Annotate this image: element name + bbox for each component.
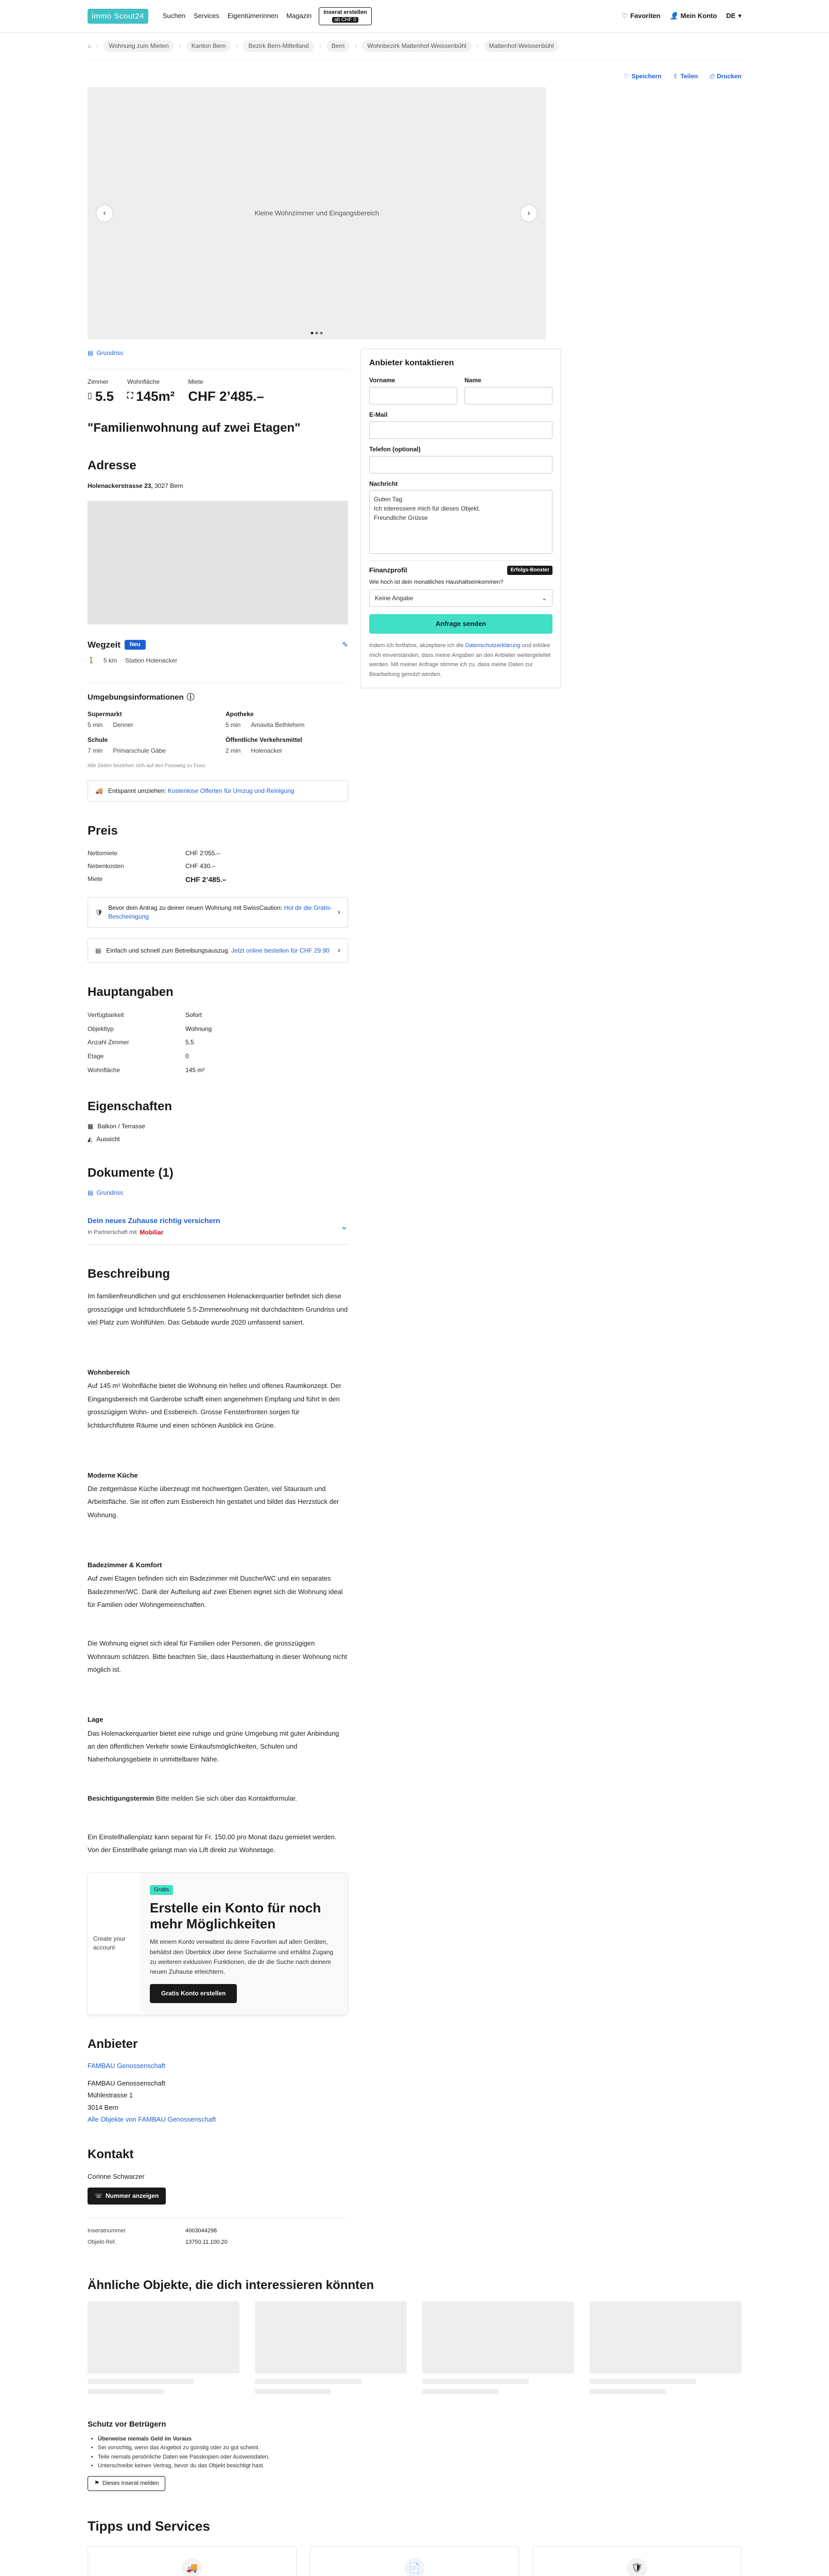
income-select[interactable]: Keine Angabe ⌄ (369, 589, 552, 607)
print-button[interactable]: ⎙ Drucken (709, 73, 741, 80)
account-promo: Create your account Gratis Erstelle ein Konto für noch mehr Möglichkeiten Mit einem Konto verwaltest du deine Favoriten auf allen Geräten, behältst den Überblick über deine Suchalarme und erhältst Zugang zu weiteren exklusiven Funktionen, die dir die Suche nach deinem neuen Zuhause erleichtern. Gratis Konto erstellen (88, 1872, 348, 2015)
provider-info: FAMBAU Genossenschaft FAMBAU Genossenschaft Mühlestrasse 1 3014 Bern Alle Objekte von FAMBAU Genossenschaft (88, 2062, 216, 2124)
heart-icon: ♡ (621, 12, 628, 20)
contact-heading: Kontakt (88, 2147, 134, 2162)
mobiliar-logo: Mobiliar (140, 1228, 164, 1236)
truck-icon: 🚚 (182, 2558, 202, 2576)
printer-icon: ⎙ (709, 73, 714, 80)
insurance-banner[interactable]: Dein neues Zuhause richtig versichern In Partnerschaft mit Mobiliar ⌄ (88, 1216, 348, 1244)
travel-info: 🚶 5 km Station Holenacker (88, 656, 178, 664)
account-link[interactable]: 👤 Mein Konto (669, 11, 717, 21)
phone-input[interactable] (369, 456, 552, 473)
language-switch[interactable]: DE ▾ (726, 11, 741, 21)
env-transit: Öffentliche Verkehrsmittel 2 min Holenacker (226, 736, 302, 754)
document-icon: ▤ (88, 1189, 94, 1197)
heart-icon: ♡ (623, 73, 629, 80)
breadcrumb-item[interactable]: Mattenhof-Weissenbühl (484, 40, 559, 52)
env-supermarket: Supermarkt 5 min Denner (88, 710, 133, 729)
truck-icon: 🚚 (95, 787, 103, 794)
env-pharmacy: Apotheke 5 min Amavita Bethlehem (226, 710, 305, 729)
price-heading: Preis (88, 824, 118, 838)
document-icon: ▤ (95, 946, 101, 954)
properties-list: ▦ Balkon / Terrasse ◭ Aussicht (88, 1123, 145, 1143)
similar-card[interactable] (88, 2301, 239, 2394)
key-facts (88, 369, 348, 406)
description-heading: Beschreibung (88, 1266, 170, 1281)
fact-area: Wohnfläche ⛶ 145m² (127, 378, 175, 404)
email-input[interactable] (369, 421, 552, 439)
create-account-button[interactable]: Gratis Konto erstellen (150, 1984, 237, 2003)
document-icon: 📄 (404, 2558, 425, 2576)
flag-icon: ⚑ (94, 2480, 99, 2486)
save-button[interactable]: ♡ Speichern (623, 73, 662, 80)
walk-icon: 🚶 (88, 656, 95, 664)
deposit-banner[interactable]: 🛡 Bevor dein Antrag zu deiner neuen Wohnung mit SwissCaution: Hol dir die Gratis-Bescheinigung › (88, 897, 348, 928)
description-body: Im familienfreundlichen und gut erschlossenen Holenackerquartier befindet sich diese grosszügige und lichtdurchflutete 5.5-Zimmerwohnung mit durchdachtem Grundriss und viel Platz zum Wohlfühlen. Das Gebäude wurde 2020 umfassend saniert. Wohnbereich Auf 145 m² Wohnfläche bietet die Wohnung ein helles und offenes Raumkonzept. Der Eingangsbereich mit Garderobe schafft einen angenehmen Empfang und führt in den grosszügigen Wohn- und Essbereich. Grosse Fensterfronten sorgen für lichtdurchflutete Räume und einen schönen Ausblick ins Grüne. Moderne Küche Die zeitgemässe Küche überzeugt mit hochwertigen Geräten, viel Stauraum und Arbeitsfläche. Sie ist offen zum Essbereich hin gestaltet und bildet das Herzstück der Wohnung. Badezimmer & Komfort Auf zwei Etagen befinden sich ein Badezimmer mit Dusche/WC und ein separates Badezimmer/WC. Dank der Aufteilung auf zwei Ebenen eignet sich die Wohnung ideal für Familien oder Wohngemeinschaften. Die Wohnung eignet sich ideal für Familien oder Personen, die grosszügigen Wohnraum schätzen. Bitte beachten Sie, dass Haustierhaltung in dieser Wohnung nicht möglich ist. Lage Das Holenackerquartier bietet eine ruhige und grüne Umgebung mit guter Anbindung an den öffentlichen Verkehr sowie Einkaufsmöglichkeiten, Schulen und Naherholungsgebiete in unmittelbarer Nähe. Besichtigungstermin Bitte melden Sie sich über das Kontaktformular. Ein Einstellhallenplatz kann separat für Fr. 150.00 pro Monat dazu gemietet werden. Von der Einstellhalle gelangt man via Lift direkt zur Wohnetage. (88, 1292, 348, 1854)
share-button[interactable]: ⇪ Teilen (672, 73, 698, 80)
address-text: Holenackerstrasse 23, 3027 Bern (88, 482, 183, 489)
fact-rent: Miete CHF 2’485.– (188, 378, 264, 404)
financial-profile: Finanzprofil Erfolgs-Booster Wie hoch ist dein monatliches Haushaltseinkommen? Keine Angabe ⌄ (369, 560, 552, 607)
environment-footnote: Alle Zeiten beziehen sich auf den Fussweg zu Fuss. (88, 762, 206, 769)
view-icon: ◭ (88, 1136, 93, 1143)
provider-all-listings-link[interactable]: Alle Objekte von FAMBAU Genossenschaft (88, 2115, 216, 2124)
gallery-next-button[interactable] (520, 205, 538, 222)
gallery-dots (311, 332, 323, 334)
similar-listings: Ähnliche Objekte, die dich interessieren könnten (88, 2277, 741, 2394)
features-table: Verfügbarkeit Sofort Objekttyp Wohnung Anzahl Zimmer 5.5 Etage 0 Wohnfläche 145 m² (88, 1011, 212, 1074)
floorplan-link[interactable]: ▤ Grundriss (88, 349, 124, 357)
create-listing-button[interactable]: Inserat erstellen ab CHF 0 (319, 7, 371, 25)
location-map[interactable] (88, 501, 348, 624)
balcony-icon: ▦ (88, 1123, 94, 1130)
sidebar (360, 349, 561, 2248)
user-icon: 👤 (669, 12, 678, 20)
environment-heading: Umgebungsinformationen ⓘ (88, 683, 348, 703)
logo[interactable]: immo Scout24 (88, 9, 148, 24)
fact-rooms: Zimmer ▯ 5.5 (88, 378, 114, 404)
address-heading: Adresse (88, 459, 136, 473)
debt-extract-banner[interactable]: ▤ Einfach und schnell zum Betreibungsauszug. Jetzt online bestellen für CHF 29.90 › (88, 938, 348, 963)
breadcrumb: ⌂ › Wohnung zum Mieten › Kanton Bern › Bezirk Bern-Mittelland › Bern › Wohnbezirk Mattenhof-Weissenbühl › Mattenhof-Weissenbühl (88, 33, 741, 60)
nav-owners[interactable]: Eigentümerinnen (227, 12, 279, 20)
env-school: Schule 7 min Primarschule Gäbe (88, 736, 166, 754)
travel-time-header: Wegzeit Neu ✎ (88, 639, 348, 650)
send-request-button[interactable]: Anfrage senden (369, 614, 552, 634)
top-bar (0, 0, 829, 33)
listing-title: "Familienwohnung auf zwei Etagen" (88, 420, 301, 435)
tip-card-deposit (532, 2546, 741, 2576)
environment-grid (88, 710, 348, 755)
chevron-down-icon[interactable]: ⌄ (340, 1221, 348, 1231)
fraud-protection: Schutz vor Betrügern • Überweise niemals Geld im Voraus • Sei vorsichtig, wenn das Angebot zu günstig oder zu gut scheint. • Teile niemals persönliche Daten wie Passkopien oder Ausweisdaten. • Unterschreibe keinen Vertrag, bevor du das Objekt besichtigt hast. ⚑ Dieses Inserat melden (88, 2419, 741, 2492)
new-badge: Neu (125, 640, 146, 650)
contact-person: Corinne Schwarzer (88, 2173, 145, 2181)
edit-icon[interactable]: ✎ (342, 640, 348, 649)
first-name-input[interactable] (369, 387, 457, 404)
image-gallery[interactable] (88, 87, 546, 340)
tip-card-extract (310, 2546, 519, 2576)
shield-icon: 🛡 (95, 908, 103, 916)
contact-form: Anbieter kontaktieren Vorname Name E-Mail Telefon (optional) Nachricht Guten Tag Ich interessiere mich für dieses Objekt. Freundliche Grüsse Finanzprofil Erfolgs-Booster Wie hoch ist dein monatliches Haushaltseinkommen? Keine Angabe ⌄ Anfrage senden Indem ich fortfahre, akzeptiere ich die Datenschutzerklärung und erkläre mich einverstanden, dass meine Angaben an den Anbieter weitergeleitet werden. Mit meiner Anfrage stimme ich zu, dass meine Daten zur Bearbeitung genutzt werden. (360, 349, 561, 688)
listing-actions (88, 60, 741, 87)
document-link[interactable]: ▤ Grundriss (88, 1189, 124, 1197)
gallery-placeholder: Kleine Wohnzimmer und Eingangsbereich (254, 209, 379, 217)
document-icon: ▤ (88, 349, 94, 357)
features-heading: Hauptangaben (88, 985, 174, 999)
last-name-input[interactable] (464, 387, 552, 404)
chevron-right-icon: › (337, 907, 340, 917)
listing-ids: Inseratnummer 4003044298 Objekt-Ref. 13750.11.100.20 (88, 2218, 348, 2248)
provider-name-link[interactable]: FAMBAU Genossenschaft (88, 2062, 166, 2070)
similar-card[interactable] (422, 2301, 574, 2394)
door-icon: ▯ (88, 392, 92, 401)
main-nav (163, 11, 312, 21)
gallery-prev-button[interactable] (96, 205, 113, 222)
similar-card[interactable] (255, 2301, 407, 2394)
moving-offer-link[interactable]: Kostenlose Offerten für Umzug und Reinigung (168, 787, 295, 794)
breadcrumb-item[interactable]: Wohnbezirk Mattenhof-Weissenbühl (362, 40, 471, 52)
breadcrumb-item[interactable]: Wohnung zum Mieten (103, 40, 174, 52)
message-textarea[interactable]: Guten Tag Ich interessiere mich für dieses Objekt. Freundliche Grüsse (369, 490, 552, 554)
chevron-right-icon: › (527, 208, 530, 217)
area-icon: ⛶ (127, 392, 133, 401)
privacy-link[interactable]: Datenschutzerklärung (465, 642, 521, 649)
properties-heading: Eigenschaften (88, 1099, 172, 1113)
shield-icon: 🛡 (627, 2558, 647, 2576)
nav-search[interactable]: Suchen (162, 12, 185, 20)
share-icon: ⇪ (672, 73, 678, 80)
tips-services: Tipps und Services 🚚 📄 🛡 (88, 2517, 741, 2576)
breadcrumb-item[interactable]: Kanton Bern (186, 40, 231, 52)
report-listing-button[interactable]: ⚑ Dieses Inserat melden (88, 2476, 165, 2491)
price-table: Nettomiete CHF 2’055.– Nebenkosten CHF 430.– Miete CHF 2’485.– (88, 849, 227, 884)
documents-heading: Dokumente (1) (88, 1165, 174, 1180)
chevron-right-icon: › (337, 945, 340, 955)
chevron-left-icon: ‹ (103, 208, 106, 217)
tip-card-moving (88, 2546, 297, 2576)
info-icon[interactable]: ⓘ (186, 693, 195, 702)
form-disclaimer: Indem ich fortfahre, akzeptiere ich die Datenschutzerklärung und erkläre mich einverstanden, dass meine Angaben an den Anbieter weitergeleitet werden. Mit meiner Anfrage stimme ich zu, dass meine Daten zur Bearbeitung genutzt werden. (369, 642, 551, 678)
similar-card[interactable] (590, 2301, 741, 2394)
chevron-down-icon: ⌄ (541, 594, 547, 602)
breadcrumb-item[interactable]: Bern (326, 40, 350, 52)
nav-services[interactable]: Services (193, 12, 219, 20)
provider-heading: Anbieter (88, 2037, 138, 2051)
nav-magazine[interactable]: Magazin (286, 12, 312, 20)
show-number-button[interactable]: ☏ Nummer anzeigen (88, 2188, 166, 2205)
breadcrumb-item[interactable]: Bezirk Bern-Mittelland (243, 40, 314, 52)
home-icon[interactable]: ⌂ (88, 42, 92, 50)
main-column (88, 340, 348, 2248)
phone-icon: ☏ (95, 2192, 103, 2200)
moving-offer-banner[interactable]: 🚚 Entspannt umziehen: Kostenlose Offerten für Umzug und Reinigung (88, 780, 348, 802)
chevron-down-icon: ▾ (738, 12, 741, 20)
favorites-link[interactable]: ♡ Favoriten (621, 11, 660, 21)
